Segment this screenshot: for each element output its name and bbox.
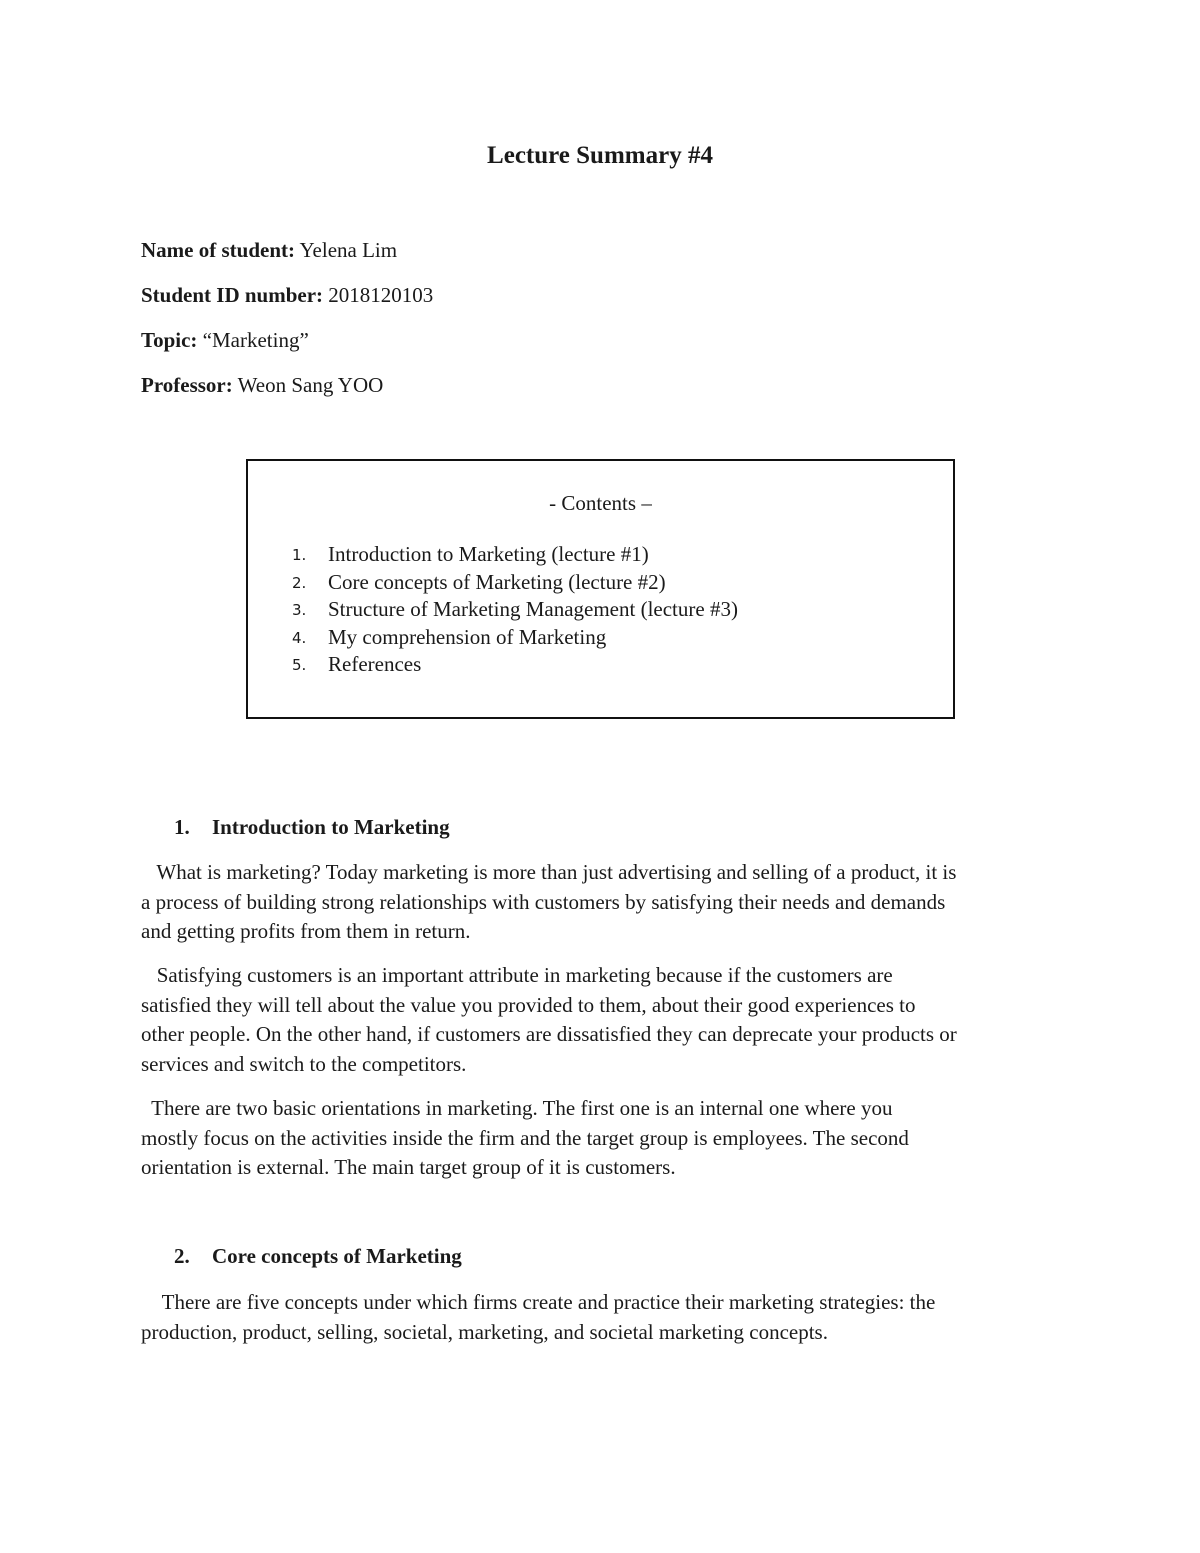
professor-value: Weon Sang YOO — [237, 373, 384, 397]
contents-item-number: 1. — [292, 546, 307, 564]
professor-field — [141, 373, 383, 398]
section-title: Core concepts of Marketing — [212, 1244, 462, 1268]
paragraph-line: a process of building strong relationships with customers by satisfying their needs and demands — [141, 889, 946, 914]
contents-item-text: My comprehension of Marketing — [328, 624, 607, 649]
paragraph-line: Satisfying customers is an important attribute in marketing because if the customers are — [141, 963, 893, 987]
contents-item-number: 4. — [292, 628, 307, 647]
paragraph-line: There are two basic orientations in marketing. The first one is an internal one where you — [141, 1096, 893, 1120]
professor-label: Professor: — [141, 373, 233, 397]
contents-item-text: References — [328, 652, 422, 676]
student-id-label: Student ID number: — [141, 283, 324, 307]
paragraph-satisfying-customers — [141, 961, 1061, 1079]
topic-value: “Marketing” — [202, 328, 309, 352]
paragraph-orientations — [141, 1094, 1061, 1183]
section-number: 1. — [174, 815, 190, 839]
topic-field — [141, 328, 309, 353]
contents-item-text: Introduction to Marketing (lecture #1) — [328, 542, 649, 566]
paragraph-line: mostly focus on the activities inside the firm and the target group is employees. The second — [141, 1125, 909, 1150]
contents-item-number: 3. — [292, 601, 307, 619]
paragraph-line: other people. On the other hand, if customers are dissatisfied they can deprecate your products or — [141, 1022, 957, 1046]
student-id-value: 2018120103 — [328, 283, 434, 307]
contents-item-number: 2. — [292, 573, 307, 592]
paragraph-line: There are five concepts under which firms create and practice their marketing strategies: the — [141, 1290, 936, 1314]
paragraph-what-is-marketing — [141, 858, 1061, 947]
contents-title: - Contents – — [549, 491, 652, 515]
paragraph-line: production, product, selling, societal, marketing, and societal marketing concepts. — [141, 1319, 828, 1344]
contents-box — [246, 459, 955, 719]
paragraph-line: orientation is external. The main target group of it is customers. — [141, 1155, 676, 1179]
paragraph-line: and getting profits from them in return. — [141, 919, 471, 943]
section-title: Introduction to Marketing — [212, 815, 450, 839]
page-title: Lecture Summary #4 — [487, 142, 713, 169]
student-name-label: Name of student: — [141, 238, 295, 262]
contents-item-text: Core concepts of Marketing (lecture #2) — [328, 569, 666, 594]
contents-item-text: Structure of Marketing Management (lecture #3) — [328, 597, 738, 621]
topic-label: Topic: — [141, 328, 198, 352]
student-name-value: Yelena Lim — [299, 238, 398, 262]
student-name-field — [141, 238, 397, 263]
student-id-field — [141, 283, 433, 308]
paragraph-line: services and switch to the competitors. — [141, 1051, 467, 1076]
paragraph-line: What is marketing? Today marketing is more than just advertising and selling of a product, it is — [141, 860, 957, 884]
paragraph-line: satisfied they will tell about the value you provided to them, about their good experiences to — [141, 992, 916, 1017]
paragraph-five-concepts — [141, 1288, 1061, 1347]
section-number: 2. — [174, 1244, 190, 1268]
contents-item-number: 5. — [292, 656, 307, 674]
